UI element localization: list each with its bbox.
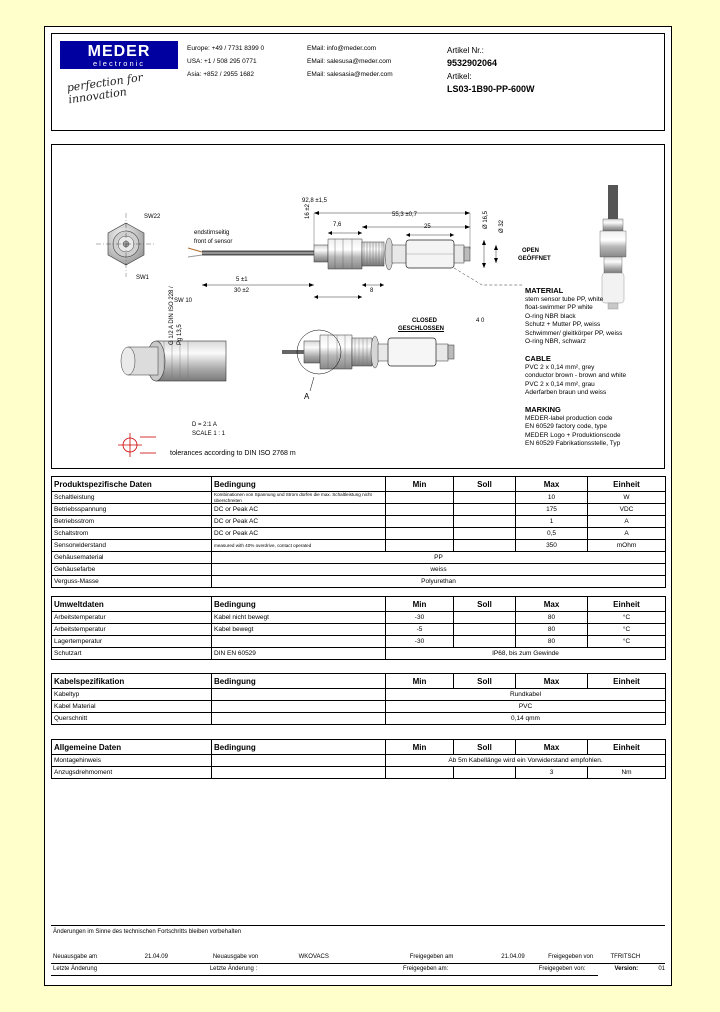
dim-5-1: 5 ±1 xyxy=(236,277,248,283)
contact-email: EMail: salesasia@meder.com xyxy=(307,71,393,78)
row-soll xyxy=(454,624,516,636)
marking-title: MARKING xyxy=(525,405,561,414)
cable-line: PVC 2 x 0,14 mm², grey xyxy=(525,363,595,371)
row-min: -30 xyxy=(386,612,454,624)
row-label: Montagehinweis xyxy=(52,755,212,767)
table-header-row xyxy=(52,477,666,492)
table-row xyxy=(52,689,666,701)
row-condition xyxy=(212,767,386,779)
row-unit: °C xyxy=(588,636,666,648)
label-scale: SCALE 1 : 1 xyxy=(192,431,226,437)
table-row xyxy=(52,648,666,660)
label-closed: CLOSED xyxy=(412,318,438,324)
article-info xyxy=(447,44,647,96)
row-label: Kabel Material xyxy=(52,701,212,713)
table-produktspezifische-daten xyxy=(51,476,666,588)
dim-sw22: SW22 xyxy=(144,214,161,220)
col-header: Umweltdaten xyxy=(52,597,212,612)
row-label: Arbeitstemperatur xyxy=(52,624,212,636)
table-row xyxy=(52,576,666,588)
label-a: A xyxy=(304,392,310,401)
table-row xyxy=(52,624,666,636)
freigegeben-am2-value xyxy=(491,964,537,976)
row-span-value: IP68, bis zum Gewinde xyxy=(386,648,666,660)
marking-line: MEDER Logo + Produktionscode xyxy=(525,431,621,439)
col-header: Min xyxy=(386,597,454,612)
row-min: -30 xyxy=(386,636,454,648)
dim-76: 7,6 xyxy=(333,222,342,228)
letzte-aenderung-label: Letzte Änderung xyxy=(51,964,141,976)
row-min xyxy=(386,767,454,779)
row-max: 80 xyxy=(516,624,588,636)
dim-d165: Ø 16,5 xyxy=(483,210,489,229)
footer-row-2 xyxy=(51,964,665,976)
row-soll xyxy=(454,492,516,504)
row-min: -5 xyxy=(386,624,454,636)
col-header: Einheit xyxy=(588,597,666,612)
row-condition xyxy=(212,689,386,701)
label-endstirnseitig: endstirnseitig xyxy=(194,230,230,236)
row-max: 1 xyxy=(516,516,588,528)
label-open: OPEN xyxy=(522,248,540,254)
row-condition: DC or Peak AC xyxy=(212,504,386,516)
row-unit: A xyxy=(588,516,666,528)
row-label: Arbeitstemperatur xyxy=(52,612,212,624)
row-soll xyxy=(454,767,516,779)
signature-graphic: perfection for innovation xyxy=(65,70,144,107)
tolerance-note: tolerances according to DIN ISO 2768 m xyxy=(170,450,296,457)
row-max: 10 xyxy=(516,492,588,504)
row-unit: Nm xyxy=(588,767,666,779)
row-span-value: 0,14 qmm xyxy=(386,713,666,725)
footer-divider xyxy=(51,925,665,926)
row-max: 80 xyxy=(516,612,588,624)
table-header-row xyxy=(52,740,666,755)
row-label: Betriebsspannung xyxy=(52,504,212,516)
col-header: Max xyxy=(516,740,588,755)
row-unit: °C xyxy=(588,624,666,636)
freigegeben-am2-label: Freigegeben am: xyxy=(401,964,491,976)
table-header-row xyxy=(52,597,666,612)
table-row xyxy=(52,552,666,564)
dim-8: 8 xyxy=(370,288,374,294)
dim-16-2: 16 ±2 xyxy=(305,204,311,219)
meder-logo xyxy=(60,41,178,69)
col-header: Bedingung xyxy=(212,740,386,755)
col-header: Produktspezifische Daten xyxy=(52,477,212,492)
footer-row-1 xyxy=(51,952,665,964)
row-label: Schaltleistung xyxy=(52,492,212,504)
contact-row xyxy=(187,42,437,55)
row-condition: Kabel nicht bewegt xyxy=(212,612,386,624)
article-number-value: 9532902064 xyxy=(447,58,498,68)
version-label: Version: xyxy=(614,966,639,972)
freigegeben-am-value: 21.04.09 xyxy=(499,952,546,964)
table-row xyxy=(52,516,666,528)
row-soll xyxy=(454,516,516,528)
material-line: stem sensor tube PP, white xyxy=(525,295,604,303)
row-min xyxy=(386,540,454,552)
cable-line: Aderfarben braun und weiss xyxy=(525,389,607,396)
article-label: Artikel: xyxy=(447,72,472,81)
letzte-aenderung-von-value xyxy=(292,964,401,976)
contact-row xyxy=(187,55,437,68)
row-min xyxy=(386,528,454,540)
table-row xyxy=(52,564,666,576)
table-allgemeine-daten xyxy=(51,739,666,779)
row-span-value: PP xyxy=(212,552,666,564)
dim-d32: Ø 32 xyxy=(499,219,505,233)
row-condition: measured with 40% overdrive, contact operated xyxy=(214,542,312,548)
row-min xyxy=(386,492,454,504)
freigegeben-von2-label: Freigegeben von: xyxy=(537,964,598,976)
dim-55: 55,3 ±0,7 xyxy=(392,212,417,218)
col-header: Soll xyxy=(454,740,516,755)
col-header: Min xyxy=(386,674,454,689)
col-header: Einheit xyxy=(588,477,666,492)
cable-line: conductor brown - brown and white xyxy=(525,372,627,379)
marking-line: EN 60529 factory code, type xyxy=(525,423,608,430)
material-line: float-swimmer PP white xyxy=(525,304,593,311)
col-header: Max xyxy=(516,477,588,492)
row-label: Betriebsstrom xyxy=(52,516,212,528)
datasheet-sheet xyxy=(44,26,672,986)
row-label: Lagertemperatur xyxy=(52,636,212,648)
col-header: Soll xyxy=(454,597,516,612)
freigegeben-von-value: TFRITSCH xyxy=(608,952,665,964)
neuausgabe-am-value: 21.04.09 xyxy=(143,952,211,964)
marking-line: EN 60529 Fabrikationsstelle, Typ xyxy=(525,440,621,447)
label-detail-a: D = 2:1 A xyxy=(192,422,217,428)
row-soll xyxy=(454,636,516,648)
logo-main-text: MEDER xyxy=(87,43,151,60)
marking-spec xyxy=(525,406,663,449)
row-span-value: Polyurethan xyxy=(212,576,666,588)
table-umweltdaten xyxy=(51,596,666,660)
dim-sw1: SW1 xyxy=(136,275,150,281)
material-line: Schutz + Mutter PP, weiss xyxy=(525,321,601,328)
row-unit: VDC xyxy=(588,504,666,516)
col-header: Max xyxy=(516,674,588,689)
row-soll xyxy=(454,540,516,552)
technical-drawing xyxy=(51,144,665,469)
row-label: Schutzart xyxy=(52,648,212,660)
col-header: Kabelspezifikation xyxy=(52,674,212,689)
row-max: 0,5 xyxy=(516,528,588,540)
label-thread-spec: G 1/2 A DIN ISO 228 / Pg 13,5 xyxy=(169,286,183,345)
col-header: Einheit xyxy=(588,674,666,689)
col-header: Max xyxy=(516,597,588,612)
table-row xyxy=(52,612,666,624)
table-row xyxy=(52,540,666,552)
contact-email: EMail: salesusa@meder.com xyxy=(307,58,392,65)
row-soll xyxy=(454,504,516,516)
contact-region: Asia: +852 / 2955 1682 xyxy=(187,71,255,78)
row-condition xyxy=(212,636,386,648)
row-unit: °C xyxy=(588,612,666,624)
row-condition xyxy=(212,713,386,725)
neuausgabe-von-label: Neuausgabe von xyxy=(211,952,297,964)
letzte-aenderung-von-label: Letzte Änderung : xyxy=(208,964,292,976)
row-span-value: PVC xyxy=(386,701,666,713)
neuausgabe-am-label: Neuausgabe am xyxy=(51,952,143,964)
logo-sub-text: electronic xyxy=(92,59,146,68)
contact-region: Europe: +49 / 7731 8399 0 xyxy=(187,45,265,52)
row-label: Kabeltyp xyxy=(52,689,212,701)
dim-total: 92,8 ±1,5 xyxy=(302,198,327,204)
contact-email: EMail: info@meder.com xyxy=(307,45,377,52)
row-label: Gehäusefarbe xyxy=(52,564,212,576)
table-kabelspezifikation xyxy=(51,673,666,725)
col-header: Min xyxy=(386,740,454,755)
dim-25: 25 xyxy=(424,224,431,230)
label-geoeffnet: GEÖFFNET xyxy=(518,256,551,262)
col-header: Soll xyxy=(454,674,516,689)
dim-30-2: 30 ±2 xyxy=(234,288,249,294)
freigegeben-am-label: Freigegeben am xyxy=(408,952,500,964)
col-header: Bedingung xyxy=(212,674,386,689)
row-condition: DC or Peak AC xyxy=(212,528,386,540)
row-label: Gehäusematerial xyxy=(52,552,212,564)
table-header-row xyxy=(52,674,666,689)
row-condition: DIN EN 60529 xyxy=(212,648,386,660)
header-block xyxy=(51,33,665,131)
contact-info xyxy=(187,42,437,81)
material-line: O-ring NBR black xyxy=(525,312,576,320)
row-span-value: Rundkabel xyxy=(386,689,666,701)
article-name-value: LS03-1B90-PP-600W xyxy=(447,84,535,94)
row-unit: W xyxy=(588,492,666,504)
row-max: 80 xyxy=(516,636,588,648)
row-condition: Kombinationen von Spannung und Strom dürfen die max. Schaltleistung nicht überschreiten xyxy=(214,492,372,503)
row-label: Anzugsdrehmoment xyxy=(52,767,212,779)
row-max: 175 xyxy=(516,504,588,516)
material-line: Schwimmer/ gleitkörper PP, weiss xyxy=(525,329,623,337)
table-row xyxy=(52,528,666,540)
col-header: Einheit xyxy=(588,740,666,755)
row-unit: A xyxy=(588,528,666,540)
table-row xyxy=(52,636,666,648)
row-unit: mOhm xyxy=(588,540,666,552)
table-row xyxy=(52,701,666,713)
row-label: Schaltstrom xyxy=(52,528,212,540)
row-span-value: weiss xyxy=(212,564,666,576)
version-value: 01 xyxy=(658,966,665,972)
footer-note: Änderungen im Sinne des technischen Fortschritts bleiben vorbehalten xyxy=(53,929,242,935)
label-front-of-sensor: front of sensor xyxy=(194,239,233,245)
row-condition xyxy=(212,755,386,767)
table-row xyxy=(52,713,666,725)
col-header: Soll xyxy=(454,477,516,492)
contact-row xyxy=(187,68,437,81)
row-condition: Kabel bewegt xyxy=(212,624,386,636)
label-geschlossen: GESCHLOSSEN xyxy=(398,326,445,332)
material-title: MATERIAL xyxy=(525,286,564,295)
freigegeben-von-label: Freigegeben von xyxy=(546,952,608,964)
row-label: Querschnitt xyxy=(52,713,212,725)
row-label: Sensorwiderstand xyxy=(52,540,212,552)
row-max: 350 xyxy=(516,540,588,552)
row-label: Verguss-Masse xyxy=(52,576,212,588)
row-condition xyxy=(212,701,386,713)
contact-region: USA: +1 / 508 295 0771 xyxy=(187,58,257,65)
neuausgabe-von-value: WKOVACS xyxy=(297,952,408,964)
footer-block xyxy=(51,927,665,976)
material-spec xyxy=(525,287,663,347)
col-header: Bedingung xyxy=(212,597,386,612)
row-soll xyxy=(454,528,516,540)
marking-line: MEDER-label production code xyxy=(525,414,613,422)
cable-title: CABLE xyxy=(525,354,551,363)
row-soll xyxy=(454,612,516,624)
label-40: 4 0 xyxy=(476,318,485,324)
table-row xyxy=(52,755,666,767)
cable-line: PVC 2 x 0,14 mm², grau xyxy=(525,380,595,388)
table-row xyxy=(52,504,666,516)
col-header: Bedingung xyxy=(212,477,386,492)
dim-sw10: SW 10 xyxy=(174,298,193,304)
row-min xyxy=(386,504,454,516)
table-row xyxy=(52,767,666,779)
col-header: Min xyxy=(386,477,454,492)
cable-spec xyxy=(525,355,663,398)
article-number-label: Artikel Nr.: xyxy=(447,46,484,55)
material-line: O-ring NBR, schwarz xyxy=(525,338,587,345)
row-condition: DC or Peak AC xyxy=(212,516,386,528)
row-span-value: Ab 5m Kabellänge wird ein Vorwiderstand empfohlen. xyxy=(386,755,666,767)
row-min xyxy=(386,516,454,528)
letzte-aenderung-value xyxy=(141,964,208,976)
col-header: Allgemeine Daten xyxy=(52,740,212,755)
row-max: 3 xyxy=(516,767,588,779)
table-row xyxy=(52,492,666,504)
